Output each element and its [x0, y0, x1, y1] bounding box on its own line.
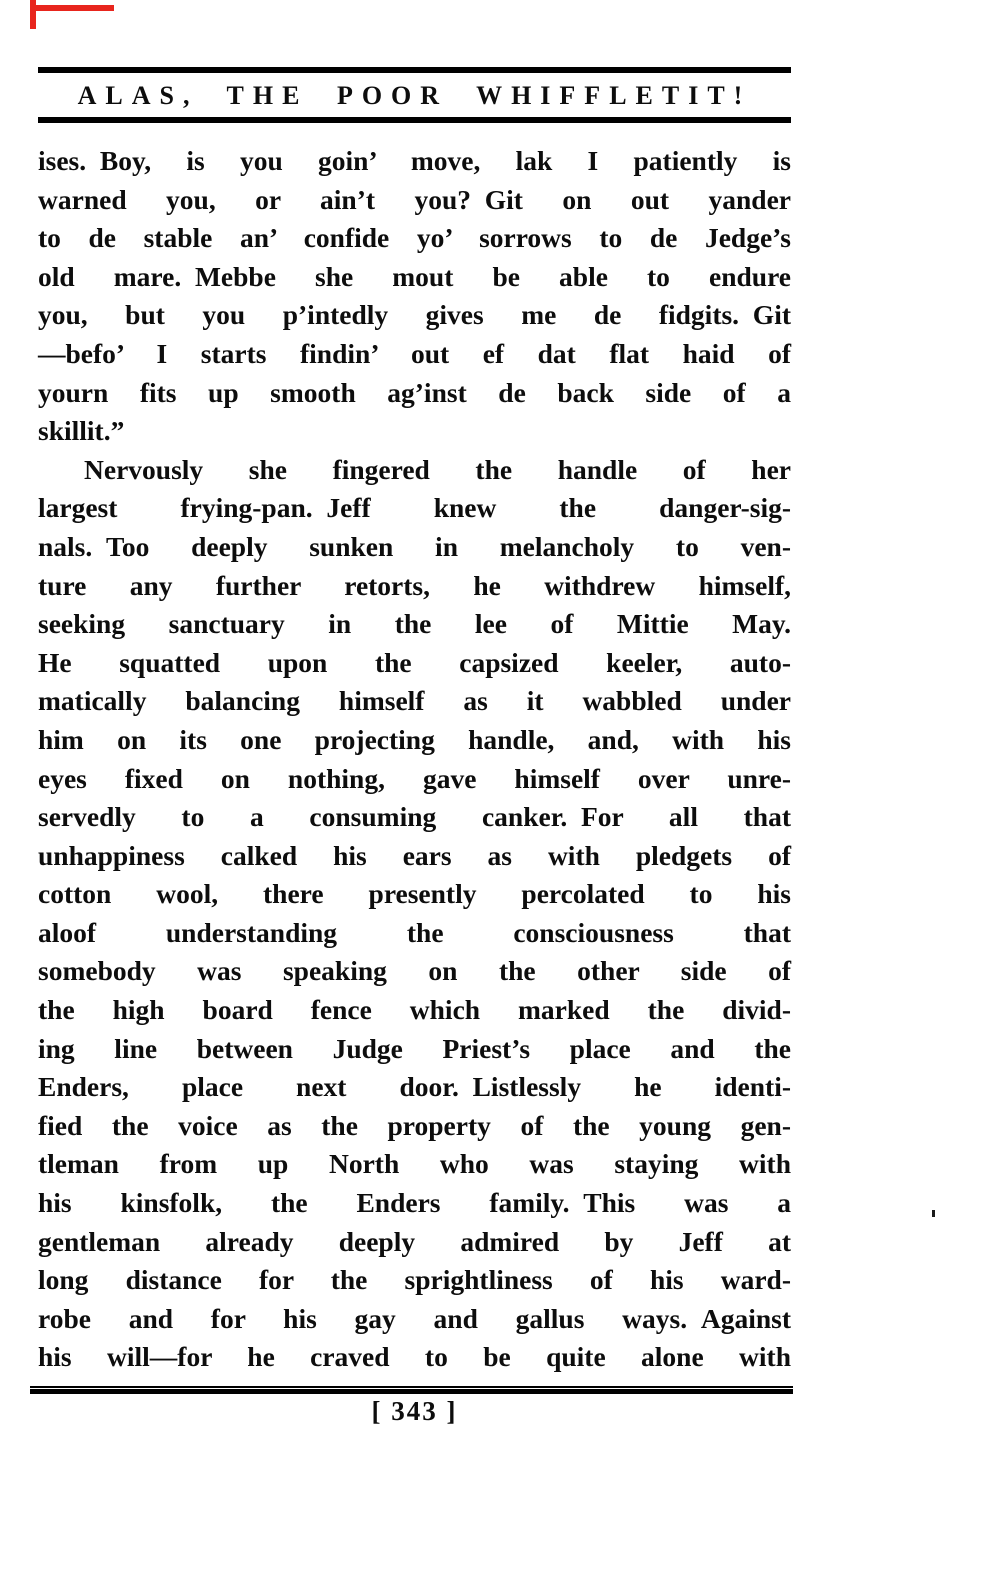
page-header-title: ALAS, THE POOR WHIFFLETIT!	[77, 81, 752, 110]
text-line: you, but you p’intedly gives me de fidgits. Git	[38, 299, 791, 331]
footer-rule-thick	[30, 1389, 793, 1394]
text-line: eyes fixed on nothing, gave himself over unre-	[38, 762, 791, 794]
text-line: long distance for the sprightliness of his ward-	[38, 1264, 791, 1296]
header-rule-bottom	[38, 117, 791, 123]
text-line: cotton wool, there presently percolated to his	[38, 878, 791, 910]
footer-rule-thin	[30, 1386, 793, 1388]
text-line: tleman from up North who was staying with	[38, 1148, 791, 1180]
paragraph-continued	[38, 142, 791, 451]
text-line: Nervously she fingered the handle of her	[84, 453, 791, 485]
red-crop-mark-horizontal	[30, 5, 114, 11]
footer-rules	[30, 1386, 793, 1394]
text-line: robe and for his gay and gallus ways. Against	[38, 1302, 791, 1334]
text-line: skillit.”	[38, 415, 125, 447]
page-number: [ 343 ]	[371, 1396, 458, 1426]
text-line: him on its one projecting handle, and, with his	[38, 723, 791, 755]
text-line: He squatted upon the capsized keeler, auto-	[38, 646, 791, 678]
text-line: nals. Too deeply sunken in melancholy to ven-	[38, 530, 791, 562]
text-line: old mare. Mebbe she mout be able to endure	[38, 260, 791, 292]
text-line: somebody was speaking on the other side of	[38, 955, 791, 987]
text-line: ing line between Judge Priest’s place and the	[38, 1032, 791, 1064]
text-line: fied the voice as the property of the young gen-	[38, 1109, 791, 1141]
text-line: matically balancing himself as it wabbled under	[38, 685, 791, 717]
text-line: the high board fence which marked the divid-	[38, 994, 791, 1026]
running-head	[38, 67, 791, 123]
text-line: gentleman already deeply admired by Jeff at	[38, 1225, 791, 1257]
text-line: Enders, place next door. Listlessly he identi-	[38, 1071, 791, 1103]
text-line: his will—for he craved to be quite alone with	[38, 1341, 791, 1373]
text-line: seeking sanctuary in the lee of Mittie May.	[38, 608, 791, 640]
margin-ink-speck	[932, 1210, 935, 1217]
page-body	[38, 142, 791, 1377]
text-line: yourn fits up smooth ag’inst de back side of a	[38, 376, 791, 408]
text-line: aloof understanding the consciousness that	[38, 916, 791, 948]
text-line: warned you, or ain’t you? Git on out yander	[38, 183, 791, 215]
text-line: ture any further retorts, he withdrew himself,	[38, 569, 791, 601]
text-line: largest frying-pan. Jeff knew the danger-sig-	[38, 492, 791, 524]
text-line: unhappiness calked his ears as with pledgets of	[38, 839, 791, 871]
text-line: to de stable an’ confide yo’ sorrows to de Jedge’s	[38, 222, 791, 254]
paragraph-second	[38, 451, 791, 1377]
text-line: —befo’ I starts findin’ out ef dat flat haid of	[38, 337, 791, 369]
text-line: ises. Boy, is you goin’ move, lak I patiently is	[38, 145, 791, 176]
text-line: servedly to a consuming canker. For all that	[38, 801, 791, 833]
text-line: his kinsfolk, the Enders family. This was a	[38, 1187, 791, 1219]
